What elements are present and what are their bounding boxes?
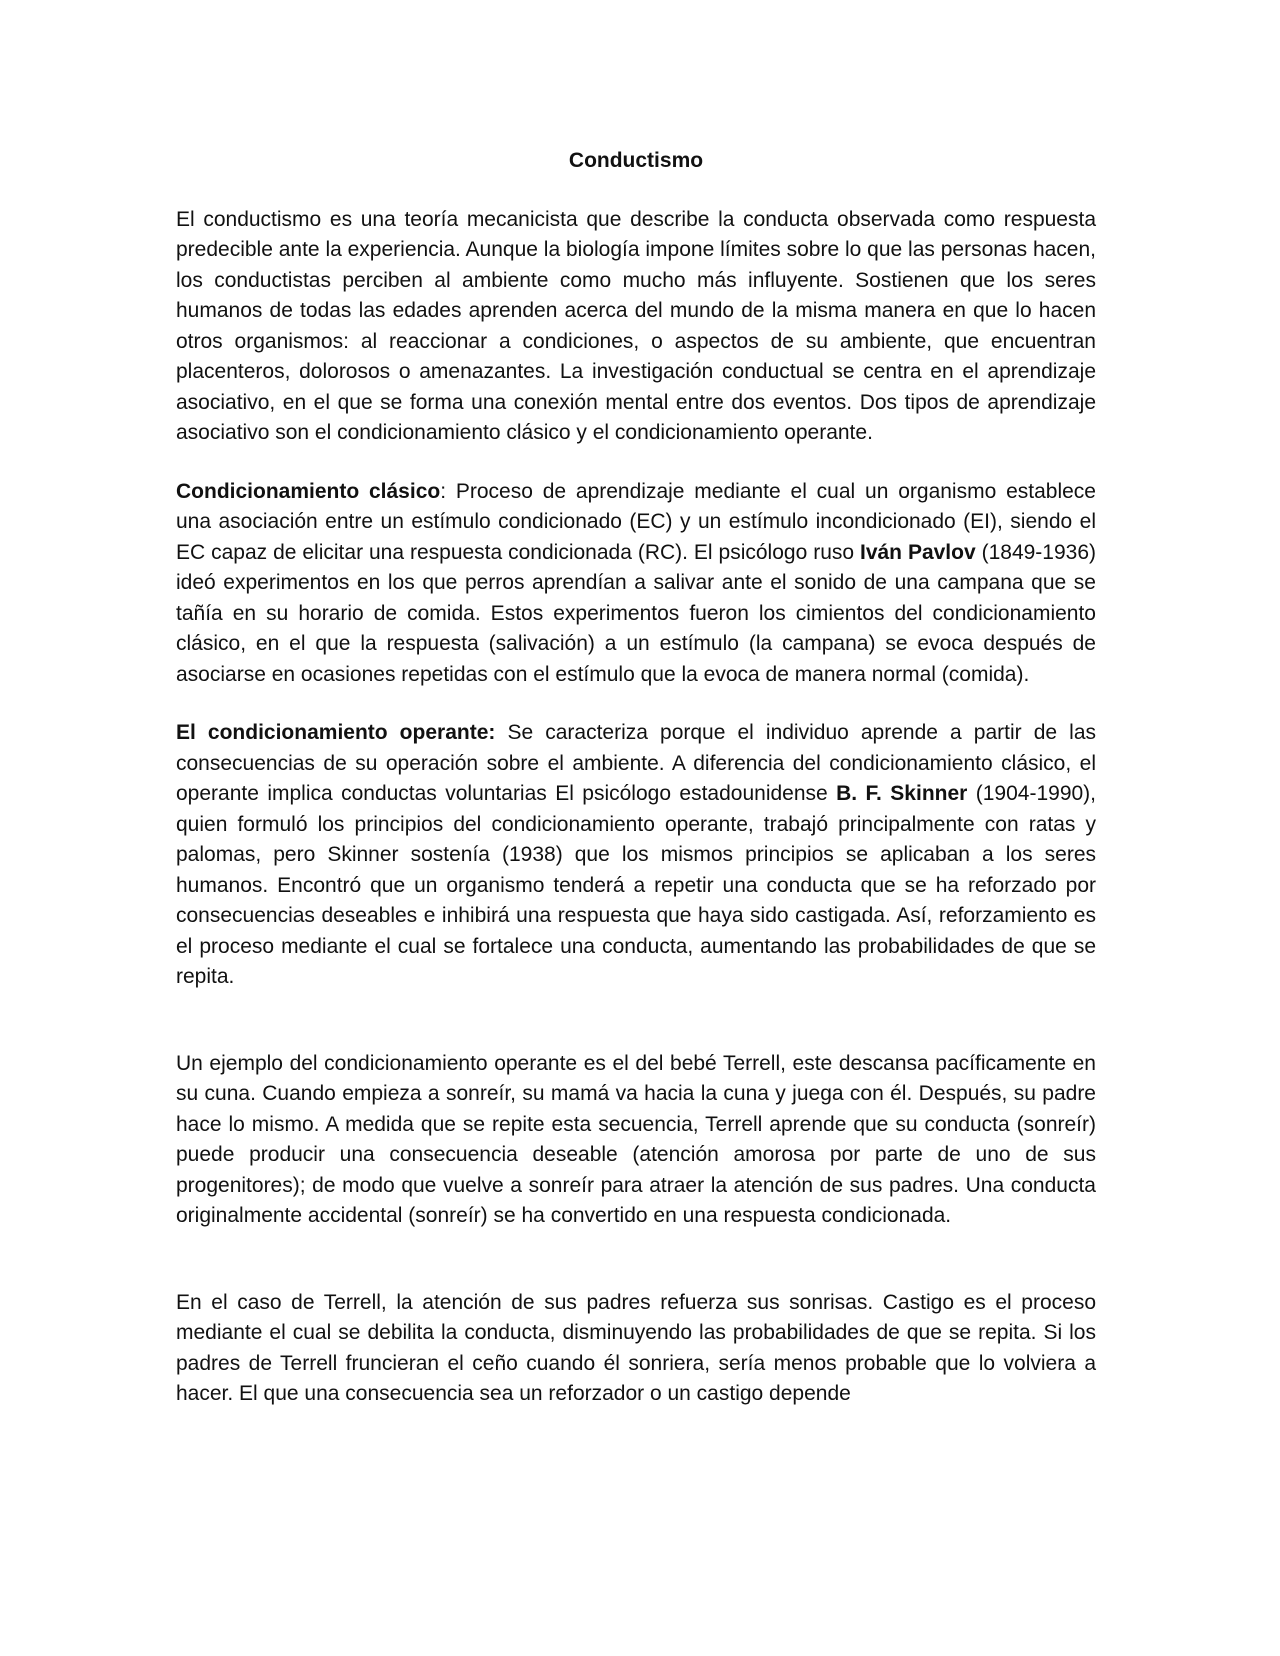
paragraph-terrell-example: Un ejemplo del condicionamiento operante es el del bebé Terrell, este descansa pacíficamente en su cuna. Cuando empieza a sonreír, su mamá va hacia la cuna y juega con él. Después, su padre hace lo mismo. A medida que se repite esta secuencia, Terrell aprende que su conducta (sonreír) puede producir una consecuencia deseable (atención amorosa por parte de uno de sus progenitores); de modo que vuelve a sonreír para atraer la atención de sus padres. Una conducta originalmente accidental (sonreír) se ha convertido en una respuesta condicionada. — [176, 1051, 1096, 1227]
paragraph-punishment: En el caso de Terrell, la atención de sus padres refuerza sus sonrisas. Castigo es el proceso mediante el cual se debilita la conducta, disminuyendo las probabilidades de que se repita. Si los padres de Terrell fruncieran el ceño cuando él sonriera, sería menos probable que lo volviera a hacer. El que una consecuencia sea un reforzador o un castigo depende — [176, 1290, 1096, 1405]
term-classical-conditioning: Condicionamiento clásico — [176, 479, 441, 503]
paragraph-intro: El conductismo es una teoría mecanicista que describe la conducta observada como respuesta predecible ante la experiencia. Aunque la biología impone límites sobre lo que las personas hacen, los conductistas perciben al ambiente como mucho más influyente. Sostienen que los seres humanos de todas las edades aprenden acerca del mundo de la misma manera en que lo hacen otros organismos: al reaccionar a condiciones, o aspectos de su ambiente, que encuentran placenteros, dolorosos o amenazantes. La investigación conductual se centra en el aprendizaje asociativo, en el que se forma una conexión mental entre dos eventos. Dos tipos de aprendizaje asociativo son el condicionamiento clásico y el condicionamiento operante. — [176, 207, 1096, 444]
operant-text-2: (1904-1990), quien formuló los principios del condicionamiento operante, trabajó principalmente con ratas y palomas, pero Skinner sostenía (1938) que los mismos principios se aplicaban a los seres humanos. Encontró que un organismo tenderá a repetir una conducta que se ha reforzado por consecuencias deseables e inhibirá una respuesta que haya sido castigada. Así, reforzamiento es el proceso mediante el cual se fortalece una conducta, aumentando las probabilidades de que se repita. — [176, 782, 1097, 988]
name-skinner: B. F. Skinner — [836, 782, 968, 805]
operant-text-1: Se caracteriza porque el individuo aprende a partir de las consecuencias de su operación sobre el ambiente. A diferencia del condicionamiento clásico, el operante implica conductas voluntarias El psicólogo estadounidense — [176, 721, 1097, 805]
classical-text-1: : Proceso de aprendizaje mediante el cual un organismo establece una asociación entre un estímulo condicionado (EC) y un estímulo incondicionado (EI), siendo el EC capaz de elicitar una respuesta condicionada (RC). El psicólogo ruso — [176, 479, 1096, 564]
paragraph-operant-conditioning — [176, 718, 1096, 993]
paragraph-classical-conditioning — [176, 477, 1096, 691]
document-title: Conductismo — [568, 149, 704, 172]
name-pavlov: Iván Pavlov — [859, 540, 976, 564]
classical-text-2: (1849-1936) ideó experimentos en los que perros aprendían a salivar ante el sonido de una campana que se tañía en su horario de comida. Estos experimentos fueron los cimientos del condicionamiento clásico, en el que la respuesta (salivación) a un estímulo (la campana) se evoca después de asociarse en ocasiones repetidas con el estímulo que la evoca de manera normal (comida). — [176, 540, 1097, 686]
term-operant-conditioning: El condicionamiento operante: — [176, 721, 496, 744]
document-page — [176, 146, 1096, 1410]
